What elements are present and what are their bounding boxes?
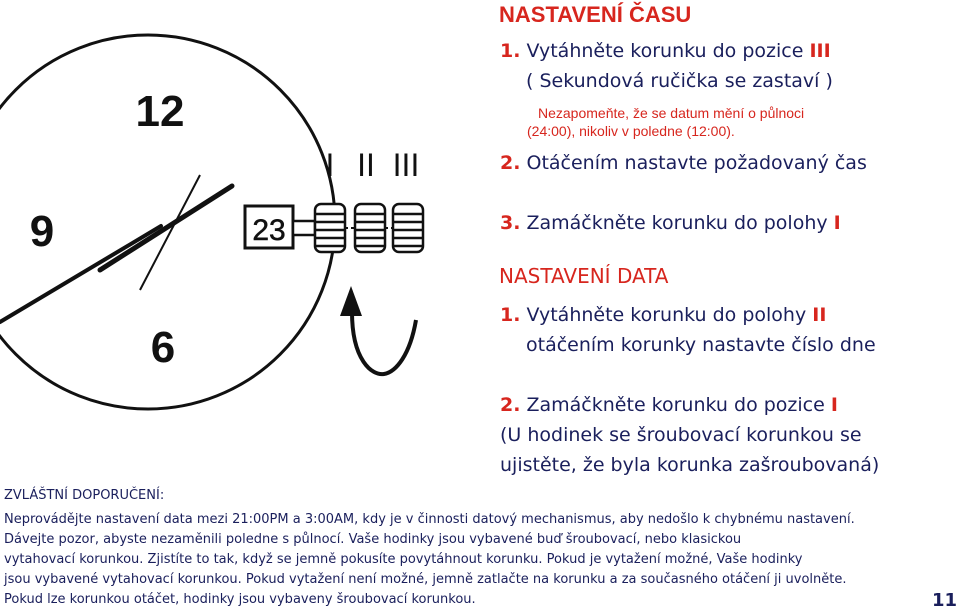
page-number: 11 <box>932 590 958 611</box>
minute-hand <box>0 226 161 322</box>
time-step-2 <box>500 152 867 174</box>
date-step-2-number: 2. <box>500 394 521 416</box>
date-step-1-text: Vytáhněte korunku do polohy <box>526 304 813 326</box>
hour-hand <box>100 186 232 270</box>
crown-position-3-icon <box>393 204 423 252</box>
date-window-value: 23 <box>252 214 286 247</box>
recommendation-line-5: Pokud lze korunkou otáčet, hodinky jsou vybaveny šroubovací korunkou. <box>4 592 476 607</box>
date-step-2-position: I <box>830 394 838 416</box>
recommendation-line-2: Dávejte pozor, abyste nezaměnili poledne s půlnocí. Vaše hodinky jsou vybavené buď šroubovací, nebo klasickou <box>4 532 742 547</box>
crown-position-III: III <box>392 147 420 183</box>
date-step-1-line-2: otáčením korunky nastavte číslo dne <box>526 334 876 356</box>
recommendation-line-3: vytahovací korunkou. Zjistíte to tak, když se jemně pokusíte povytáhnout korunku. Pokud je vytažení možné, Vaše hodinky <box>4 552 803 567</box>
time-step-1-subtext: ( Sekundová ručička se zastaví ) <box>526 70 833 92</box>
date-step-2-text: Zamáčkněte korunku do pozice <box>526 394 831 416</box>
time-step-3-text: Zamáčkněte korunku do polohy <box>526 212 834 234</box>
time-step-3-number: 3. <box>500 212 521 234</box>
time-step-1-text: Vytáhněte korunku do pozice <box>526 40 810 62</box>
time-step-1 <box>500 40 831 62</box>
date-step-2 <box>500 394 838 416</box>
dial-number-6: 6 <box>150 323 176 372</box>
crown-position-1-icon <box>315 204 345 252</box>
recommendation-line-4: jsou vybavené vytahovací korunkou. Pokud vytažení není možné, jemně zatlačte na korunku a za současného otáčení ji uvolněte. <box>4 572 847 587</box>
date-section-title: NASTAVENÍ DATA <box>499 264 669 288</box>
date-step-2-line-3: ujistěte, že byla korunka zašroubovaná) <box>500 454 880 476</box>
time-section-title: NASTAVENÍ ČASU <box>499 2 692 27</box>
time-note-line-2: (24:00), nikoliv v poledne (12:00). <box>527 123 735 139</box>
time-note-line-1: Nezapomeňte, že se datum mění o půlnoci <box>538 105 805 121</box>
date-step-2-line-2: (U hodinek se šroubovací korunkou se <box>500 424 862 446</box>
watch-diagram <box>0 0 500 500</box>
crown-stem <box>293 221 315 235</box>
recommendation-heading: ZVLÁŠTNÍ DOPORUČENÍ: <box>4 488 165 503</box>
time-step-3-position: I <box>833 212 841 234</box>
crown-position-2-icon <box>355 204 385 252</box>
dial-number-9: 9 <box>29 207 55 256</box>
recommendation-line-1: Neprovádějte nastavení data mezi 21:00PM a 3:00AM, kdy je v činnosti datový mechanismus, aby nedošlo k chybnému nastavení. <box>4 512 855 527</box>
crown-position-I: I <box>325 147 335 183</box>
dial-number-12: 12 <box>135 87 185 136</box>
time-step-3 <box>500 212 841 234</box>
time-step-2-text: Otáčením nastavte požadovaný čas <box>526 152 867 174</box>
date-step-1 <box>500 304 826 326</box>
rotation-arrow-icon <box>340 286 416 374</box>
crown-position-II: II <box>357 147 375 183</box>
date-step-1-number: 1. <box>500 304 521 326</box>
time-step-2-number: 2. <box>500 152 521 174</box>
time-step-1-number: 1. <box>500 40 521 62</box>
date-step-1-position: II <box>812 304 827 326</box>
time-step-1-position: III <box>809 40 831 62</box>
